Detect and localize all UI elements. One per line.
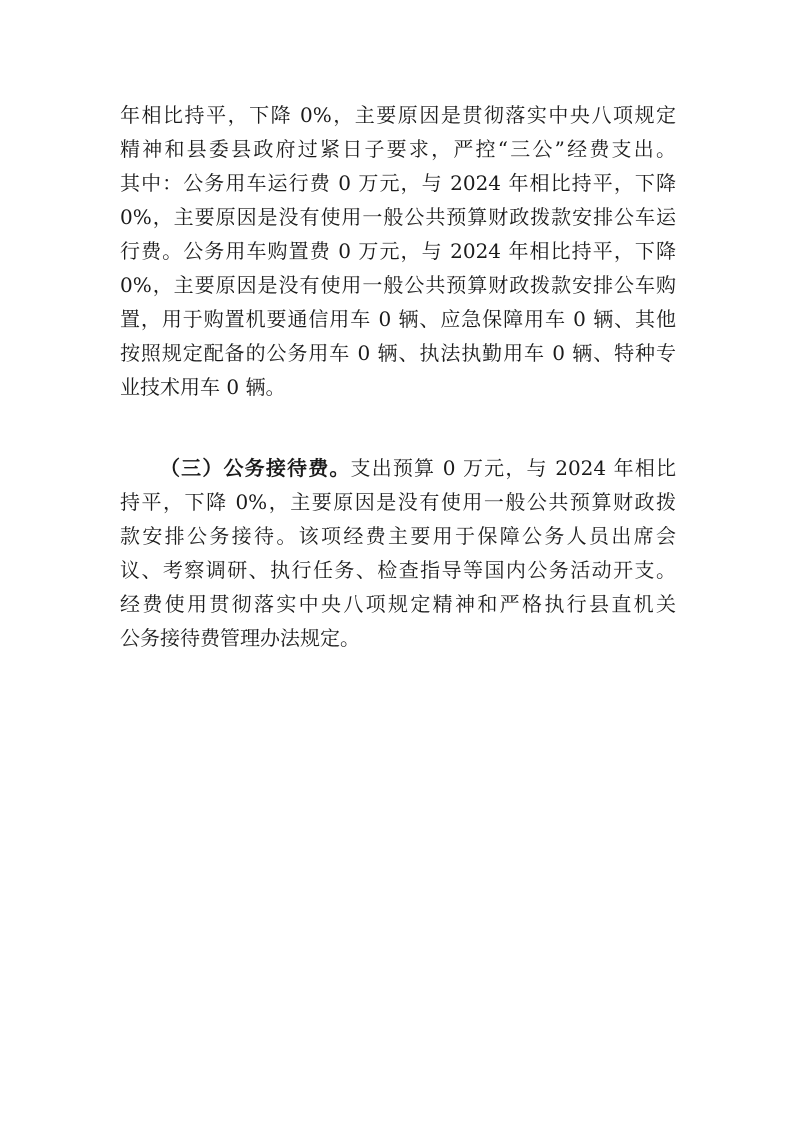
paragraph-line: 持平，下降 0%，主要原因是没有使用一般公共预算财政拨	[120, 490, 676, 514]
paragraph-line: 按照规定配备的公务用车 0 辆、执法执勤用车 0 辆、特种专	[120, 341, 676, 365]
section-heading: （三）公务接待费。	[160, 456, 351, 480]
paragraph-line: 年相比持平，下降 0%，主要原因是贯彻落实中央八项规定	[120, 103, 676, 127]
paragraph-line: 0%，主要原因是没有使用一般公共预算财政拨款安排公车购	[120, 273, 676, 297]
paragraph-line: 精神和县委县政府过紧日子要求，严控“三公”经费支出。	[120, 137, 676, 161]
paragraph-line: 其中：公务用车运行费 0 万元，与 2024 年相比持平，下降	[120, 171, 676, 195]
paragraph-vehicle-costs	[120, 98, 676, 404]
paragraph-first-line	[120, 451, 676, 485]
paragraph-reception-costs	[120, 451, 676, 655]
paragraph-line: 行费。公务用车购置费 0 万元，与 2024 年相比持平，下降	[120, 239, 676, 263]
paragraph-line: 公务接待费管理办法规定。	[120, 626, 360, 650]
paragraph-line: 经费使用贯彻落实中央八项规定精神和严格执行县直机关	[120, 592, 676, 616]
first-line-text: 支出预算 0 万元，与 2024 年相比	[350, 456, 676, 480]
paragraph-line: 款安排公务接待。该项经费主要用于保障公务人员出席会	[120, 524, 676, 548]
paragraph-line: 业技术用车 0 辆。	[120, 375, 286, 399]
paragraph-line: 置，用于购置机要通信用车 0 辆、应急保障用车 0 辆、其他	[120, 307, 676, 331]
paragraph-line: 议、考察调研、执行任务、检查指导等国内公务活动开支。	[120, 558, 676, 582]
paragraph-line: 0%，主要原因是没有使用一般公共预算财政拨款安排公车运	[120, 205, 676, 229]
